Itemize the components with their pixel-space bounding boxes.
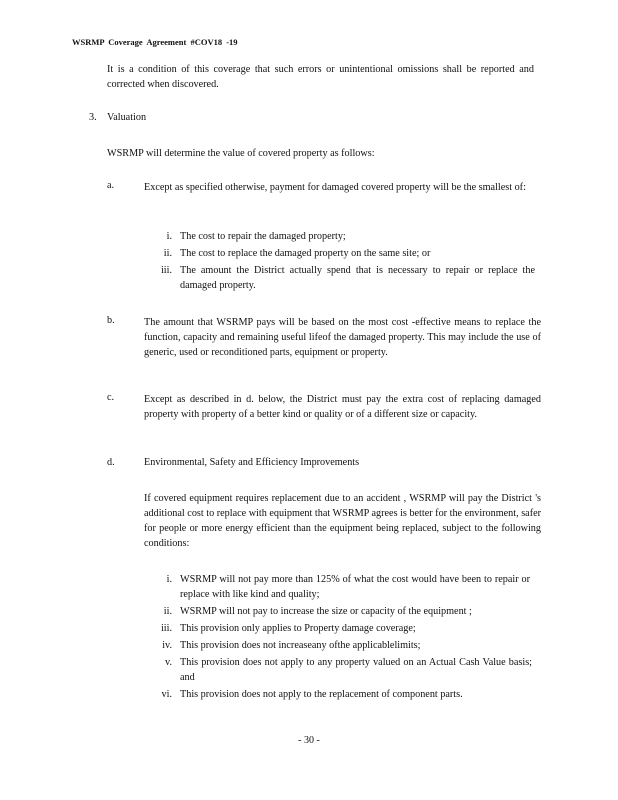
list-item [150, 572, 545, 602]
list-item-number: ii. [163, 248, 172, 259]
section-title: Valuation [107, 112, 147, 123]
list-item [150, 246, 540, 263]
page-header: WSRMP Coverage Agreement #COV18 -19 [72, 37, 238, 47]
clause-d-title: Environmental, Safety and Efficiency Improvements [144, 457, 360, 468]
clause-d-label: d. [107, 457, 115, 468]
list-item-text: This provision does not increaseany ofthe applicablelimits; [180, 640, 421, 651]
list-item-number: iii. [160, 265, 172, 276]
list-item-text: This provision only applies to Property damage coverage; [180, 623, 416, 634]
page-number: - 30 - [298, 735, 320, 746]
list-item-number: i. [166, 574, 172, 585]
list-item-text: This provision does not apply to any property valued on an Actual Cash Value basis; and [180, 657, 532, 683]
section-number: 3. [89, 112, 97, 123]
list-item-text: The amount the District actually spend that is necessary to repair or replace the damaged property. [180, 265, 535, 291]
list-item-text: WSRMP will not pay more than 125% of what the cost would have been to repair or replace with like kind and quality; [180, 574, 530, 600]
clause-b-label: b. [107, 315, 115, 326]
list-item [150, 655, 545, 687]
list-item [150, 229, 540, 244]
list-item [150, 621, 545, 638]
clause-c-label: c. [107, 392, 115, 403]
clause-a-list [150, 229, 540, 293]
list-item [150, 638, 545, 655]
list-item-text: The cost to replace the damaged property on the same site; or [180, 248, 431, 259]
list-item [150, 687, 545, 702]
clause-a-text: Except as specified otherwise, payment for damaged covered property will be the smallest of: [144, 182, 526, 193]
clause-d-text: If covered equipment requires replacement due to an accident , WSRMP will pay the District 's additional cost to replace with equipment that WSRMP agrees is better for the environment, safer for people or more energy efficient than the equipment being replaced, subject to the following conditions: [144, 493, 541, 549]
list-item-text: The cost to repair the damaged property; [180, 231, 346, 242]
clause-c-text: Except as described in d. below, the District must pay the extra cost of replacing damaged property with property of a better kind or quality or of a different size or capacity. [144, 394, 541, 420]
list-item-number: v. [165, 657, 172, 668]
intro-paragraph: It is a condition of this coverage that such errors or unintentional omissions shall be reported and corrected when discovered. [107, 64, 534, 90]
list-item-number: vi. [161, 689, 172, 700]
list-item [150, 604, 545, 621]
list-item-text: WSRMP will not pay to increase the size or capacity of the equipment ; [180, 606, 472, 617]
clause-b-text: The amount that WSRMP pays will be based on the most cost -effective means to replace the function, capacity and remaining useful lifeof the damaged property. This may include the use of generic, used or reconditioned parts, equipment or property. [144, 317, 541, 358]
lead-paragraph: WSRMP will determine the value of covered property as follows: [107, 148, 375, 159]
list-item-number: iv. [162, 640, 172, 651]
clause-d-list [150, 572, 545, 702]
list-item [150, 263, 540, 293]
list-item-number: i. [166, 231, 172, 242]
clause-a-label: a. [107, 180, 115, 191]
list-item-text: This provision does not apply to the replacement of component parts. [180, 689, 463, 700]
list-item-number: ii. [163, 606, 172, 617]
list-item-number: iii. [160, 623, 172, 634]
